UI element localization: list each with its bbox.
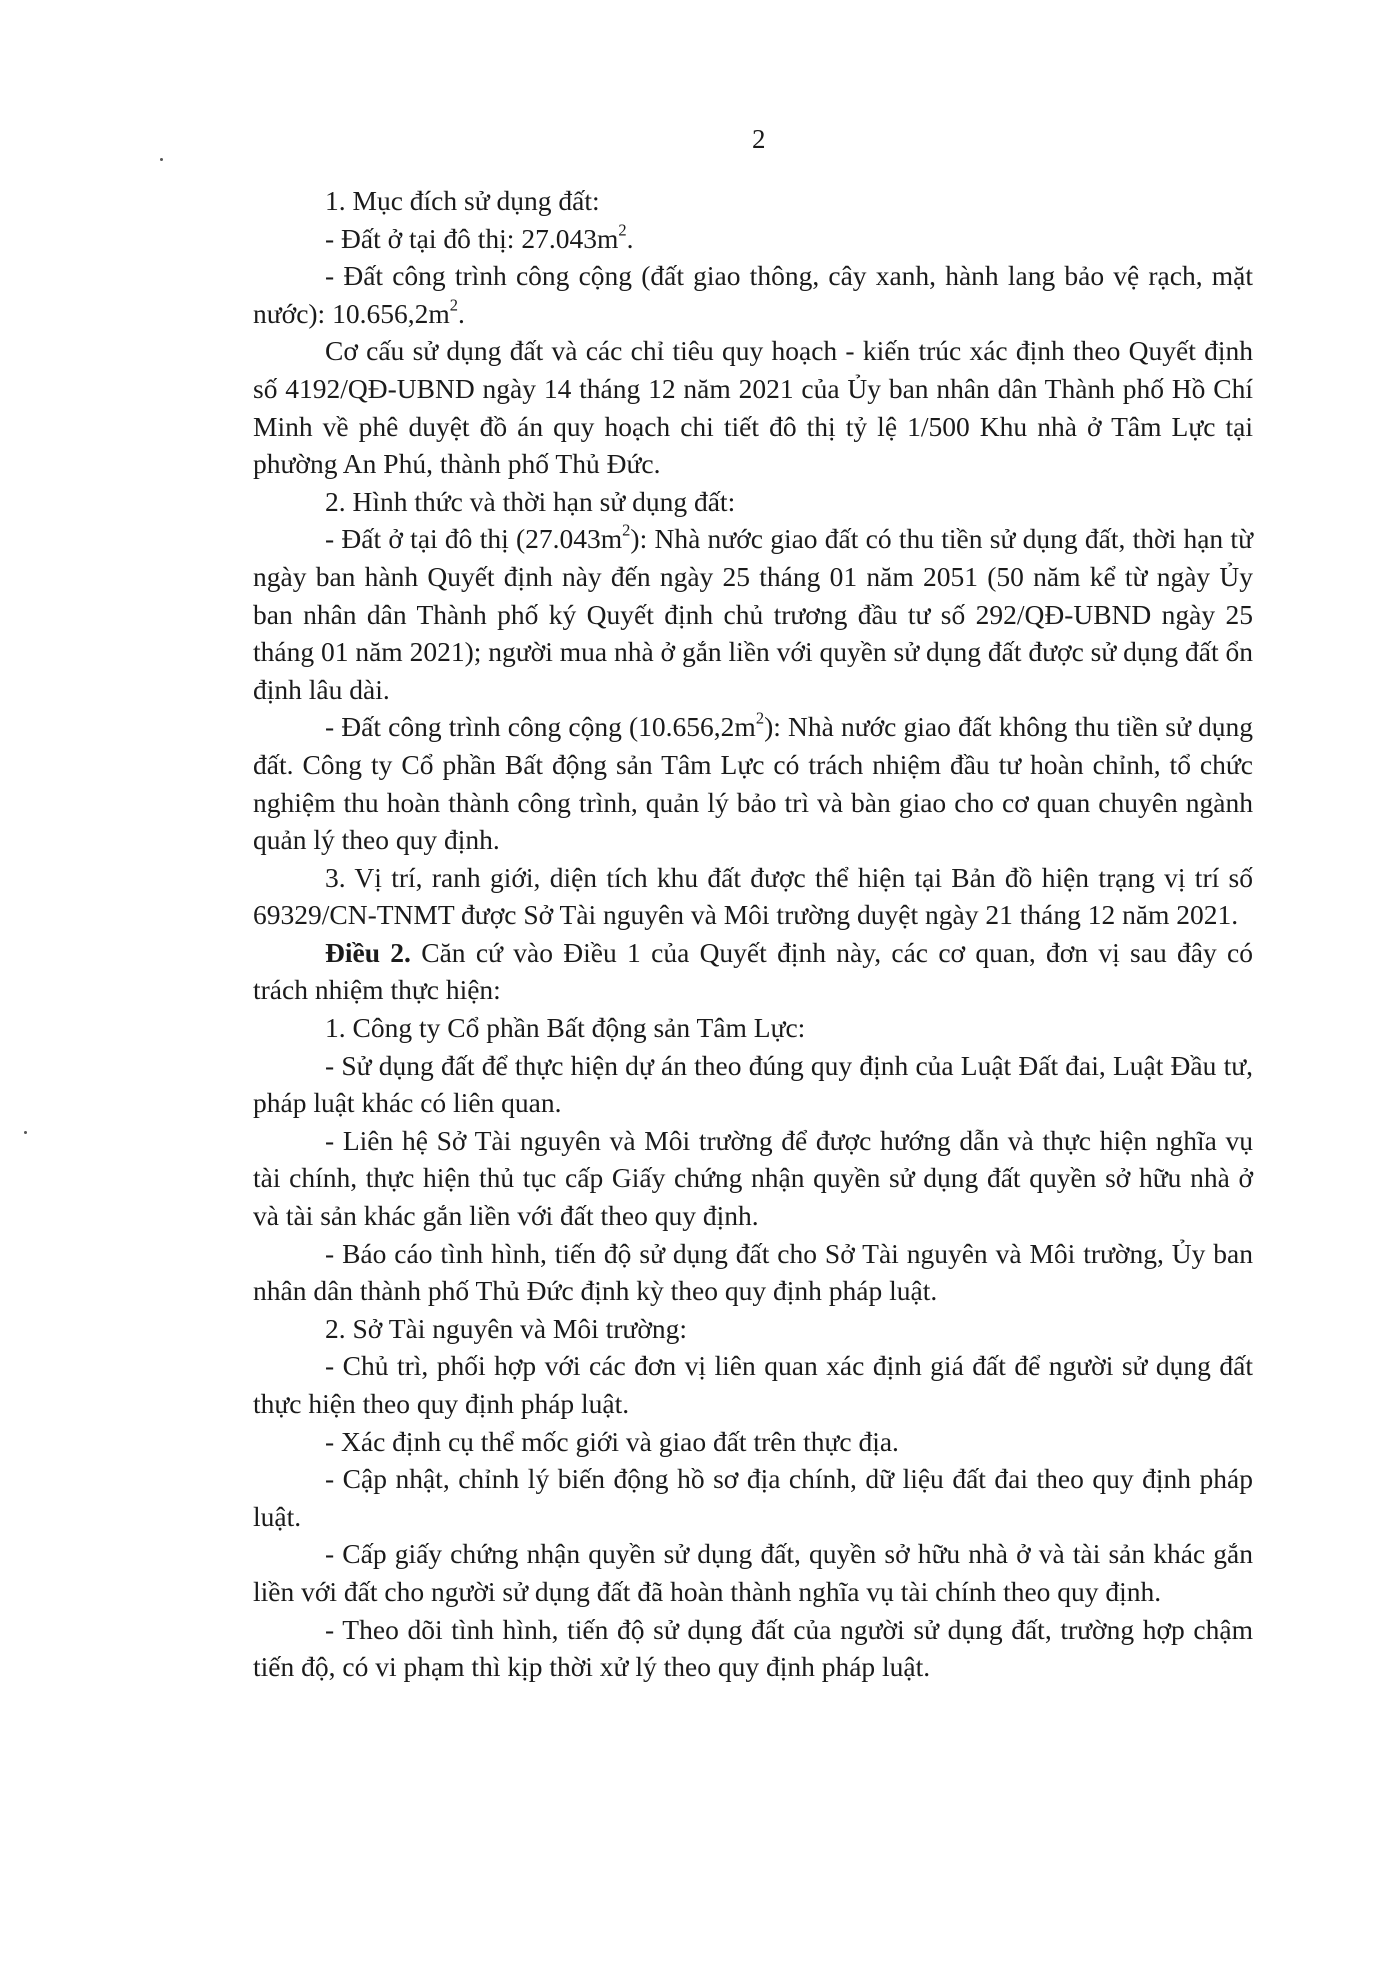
department-item: - Theo dõi tình hình, tiến độ sử dụng đất của người sử dụng đất, trường hợp chậm tiến độ, có vi phạm thì kịp thời xử lý theo quy định pháp luật. <box>253 1613 1253 1683</box>
article-2-paragraph: Điều 2. Căn cứ vào Điều 1 của Quyết định này, các cơ quan, đơn vị sau đây có trách nhiệm thực hiện: <box>253 936 1253 1006</box>
section-2-heading: 2. Hình thức và thời hạn sử dụng đất: <box>325 485 736 517</box>
section-1-bullet-public: - Đất công trình công cộng (đất giao thông, cây xanh, hành lang bảo vệ rạch, mặt nước): $10.656,2m^2$. <box>253 260 1253 329</box>
section-1-paragraph: Cơ cấu sử dụng đất và các chỉ tiêu quy hoạch - kiến trúc xác định theo Quyết định số 4192/QĐ-UBND ngày 14 tháng 12 năm 2021 của Ủy ban nhân dân Thành phố Hồ Chí Minh về phê duyệt đồ án quy hoạch chi tiết đô thị tỷ lệ 1/500 Khu nhà ở Tâm Lực tại phường An Phú, thành phố Thủ Đức. <box>253 335 1253 480</box>
department-heading: 2. Sở Tài nguyên và Môi trường: <box>325 1312 687 1344</box>
article-2-label: Điều 2. <box>325 936 411 968</box>
section-1-heading: 1. Mục đích sử dụng đất: <box>325 185 600 216</box>
page-number: 2 <box>752 124 766 154</box>
company-item: - Sử dụng đất để thực hiện dự án theo đúng quy định của Luật Đất đai, Luật Đầu tư, pháp luật khác có liên quan. <box>253 1049 1253 1119</box>
section-3-paragraph: 3. Vị trí, ranh giới, diện tích khu đất được thể hiện tại Bản đồ hiện trạng vị trí số 69329/CN-TNMT được Sở Tài nguyên và Môi trường duyệt ngày 21 tháng 12 năm 2021. <box>253 861 1253 931</box>
company-item: - Liên hệ Sở Tài nguyên và Môi trường để được hướng dẫn và thực hiện nghĩa vụ tài chính, thực hiện thủ tục cấp Giấy chứng nhận quyền sử dụng đất quyền sở hữu nhà ở và tài sản khác gắn liền với đất theo quy định. <box>253 1124 1253 1232</box>
document-body <box>253 182 1253 1686</box>
section-2-bullet-public: - Đất công trình công cộng $(10.656,2m^2)$: Nhà nước giao đất không thu tiền sử dụng đất. Công ty Cổ phần Bất động sản Tâm Lực có trách nhiệm đầu tư hoàn chỉnh, tổ chức nghiệm thu hoàn thành công trình, quản lý bảo trì và bàn giao cho cơ quan chuyên ngành quản lý theo quy định. <box>253 708 1254 856</box>
department-item: - Cập nhật, chỉnh lý biến động hồ sơ địa chính, dữ liệu đất đai theo quy định pháp luật. <box>253 1463 1253 1532</box>
department-item: - Chủ trì, phối hợp với các đơn vị liên quan xác định giá đất để người sử dụng đất thực hiện theo quy định pháp luật. <box>253 1350 1253 1419</box>
department-item: - Cấp giấy chứng nhận quyền sử dụng đất, quyền sở hữu nhà ở và tài sản khác gắn liền với đất cho người sử dụng đất đã hoàn thành nghĩa vụ tài chính theo quy định. <box>253 1538 1253 1607</box>
company-item: - Báo cáo tình hình, tiến độ sử dụng đất cho Sở Tài nguyên và Môi trường, Ủy ban nhân dân thành phố Thủ Đức định kỳ theo quy định pháp luật. <box>253 1237 1253 1307</box>
scan-speck <box>24 1131 27 1134</box>
department-item: - Xác định cụ thể mốc giới và giao đất trên thực địa. <box>325 1425 899 1457</box>
section-2-bullet-residential: - Đất ở tại đô thị $(27.043m^2)$: Nhà nước giao đất có thu tiền sử dụng đất, thời hạn từ ngày ban hành Quyết định này đến ngày 25 tháng 01 năm 2051 (50 năm kể từ ngày Ủy ban nhân dân Thành phố ký Quyết định chủ trương đầu tư số 292/QĐ-UBND ngày 25 tháng 01 năm 2021); người mua nhà ở gắn liền với quyền sử dụng đất được sử dụng đất ổn định lâu dài. <box>253 520 1253 705</box>
section-1-bullet-residential: - Đất ở tại đô thị: $27.043m^2$. <box>325 220 634 254</box>
scan-speck <box>160 158 163 161</box>
company-heading: 1. Công ty Cổ phần Bất động sản Tâm Lực: <box>325 1012 806 1044</box>
